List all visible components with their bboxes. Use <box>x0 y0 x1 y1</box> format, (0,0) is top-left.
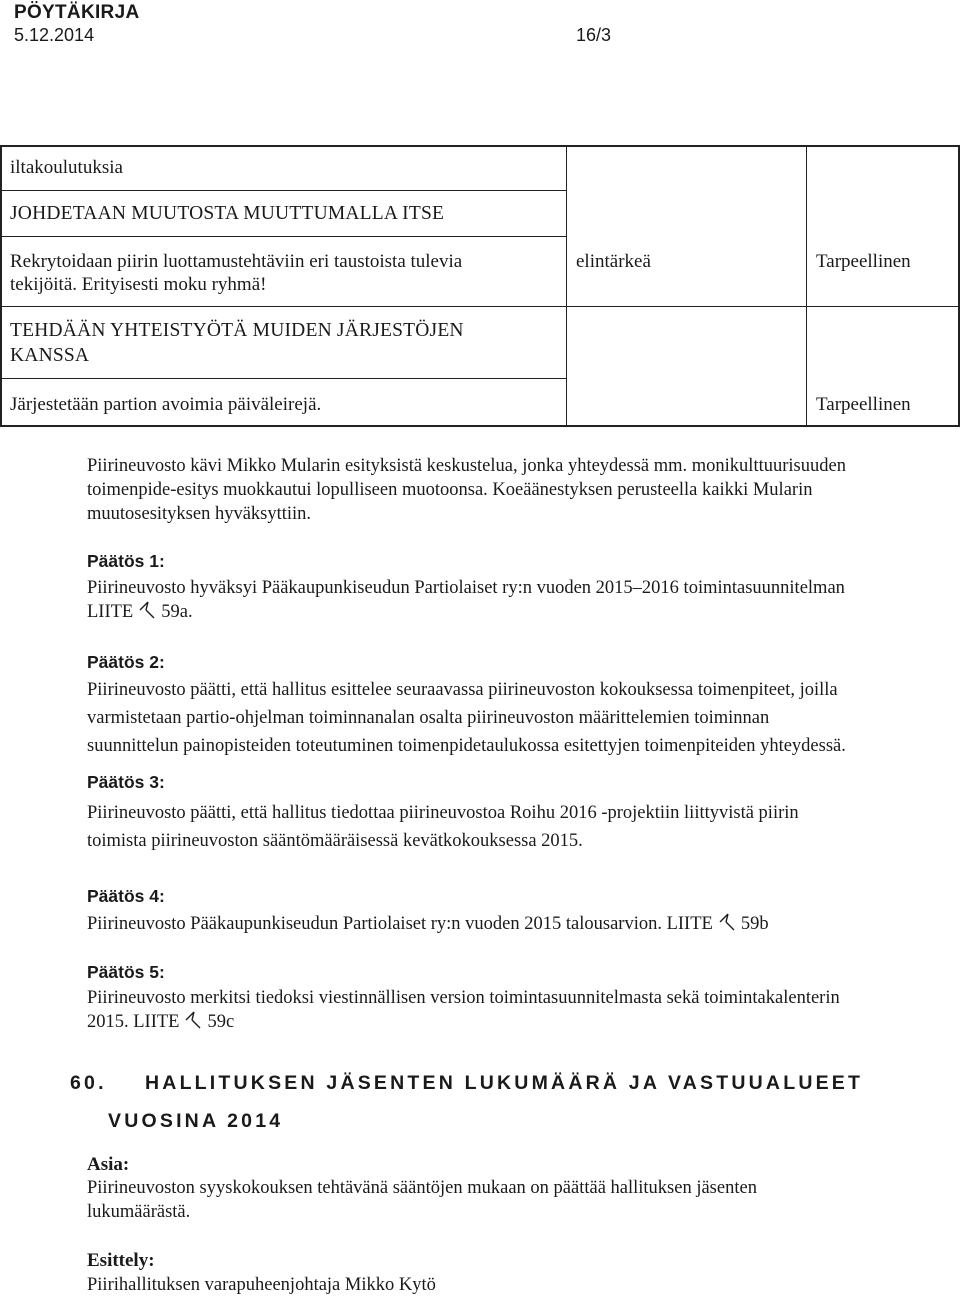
page-number: 16/3 <box>576 25 612 45</box>
table-col-divider-1 <box>566 145 567 427</box>
esittely-label: Esittely: <box>87 1250 155 1271</box>
decision-5-line-1: Piirineuvosto merkitsi tiedoksi viestinnällisen version toimintasuunnitelmasta sekä toimintakalenterin <box>87 988 840 1008</box>
table-col-divider-2 <box>806 145 807 427</box>
table-divider-1 <box>0 190 566 191</box>
decision-1-text <box>87 576 947 624</box>
action-table <box>0 145 960 427</box>
asia-line-1: Piirineuvoston syyskokouksen tehtävänä sääntöjen mukaan on päättää hallituksen jäsenten <box>87 1178 757 1198</box>
decision-5-line-2 <box>87 1010 947 1034</box>
table-divider-4 <box>0 378 566 379</box>
table-divider-3 <box>0 306 960 307</box>
attachment-id: 59a. <box>161 602 193 622</box>
table-divider-2 <box>0 236 566 237</box>
attachment-arrow-icon <box>136 600 158 620</box>
decision-2-line-3: suunnittelun painopisteiden toteutuminen toimenpidetaulukossa esitettyjen toimenpiteiden yhteydessä. <box>87 736 846 756</box>
discussion-paragraph <box>87 454 947 526</box>
asia-label: Asia: <box>87 1154 130 1175</box>
attachment-label: 2015. LIITE <box>87 1012 180 1032</box>
decision-4-line: Piirineuvosto Pääkaupunkiseudun Partiolaiset ry:n vuoden 2015 talousarvion. LIITE <box>87 914 713 934</box>
table-border-top <box>0 145 960 147</box>
table-cell-row3-line2: tekijöitä. Erityisesti moku ryhmä! <box>10 274 267 295</box>
decision-3-text <box>87 799 947 855</box>
decision-1-label: Päätös 1: <box>87 551 165 571</box>
section-title-line-2: VUOSINA 2014 <box>108 1110 284 1132</box>
attachment-id: 59b <box>740 914 769 934</box>
decision-4-text <box>87 912 947 936</box>
attachment-arrow-icon <box>182 1010 204 1030</box>
decision-3-label: Päätös 3: <box>87 772 165 792</box>
section-number: 60. <box>70 1072 107 1094</box>
table-border-bottom <box>0 425 960 427</box>
table-heading-2-line1: TEHDÄÄN YHTEISTYÖTÄ MUIDEN JÄRJESTÖJEN <box>10 320 464 341</box>
asia-line-2: lukumäärästä. <box>87 1202 191 1222</box>
decision-5-text <box>87 986 947 1034</box>
table-cell-row5: Järjestetään partion avoimia päiväleirejä. <box>10 394 322 415</box>
document-date: 5.12.2014 <box>14 25 95 45</box>
table-cell-status-1: Tarpeellinen <box>816 251 911 272</box>
discussion-line-3: muutosesityksen hyväksyttiin. <box>87 504 312 524</box>
document-title: PÖYTÄKIRJA <box>14 2 140 23</box>
asia-text <box>87 1176 947 1224</box>
table-cell-importance: elintärkeä <box>576 251 651 272</box>
decision-4-label: Päätös 4: <box>87 886 165 906</box>
table-border-left <box>0 145 2 427</box>
table-heading-1: JOHDETAAN MUUTOSTA MUUTTUMALLA ITSE <box>10 203 445 224</box>
discussion-line-2: toimenpide-esitys muokkautui lopulliseen muotoonsa. Koeäänestyksen perusteella kaikki Mularin <box>87 480 813 500</box>
table-cell-row3-line1: Rekrytoidaan piirin luottamustehtäviin eri taustoista tulevia <box>10 251 463 272</box>
attachment-arrow-icon <box>716 912 738 932</box>
decision-2-line-1: Piirineuvosto päätti, että hallitus esittelee seuraavassa piirineuvoston kokouksessa toimenpiteet, joilla <box>87 680 838 700</box>
esittely-text: Piirihallituksen varapuheenjohtaja Mikko Kytö <box>87 1275 436 1295</box>
decision-1-line-1: Piirineuvosto hyväksyi Pääkaupunkiseudun Partiolaiset ry:n vuoden 2015–2016 toimintasuunnitelman <box>87 578 845 598</box>
table-cell-row1: iltakoulutuksia <box>10 157 123 178</box>
decision-2-label: Päätös 2: <box>87 652 165 672</box>
table-cell-status-2: Tarpeellinen <box>816 394 911 415</box>
attachment-label: LIITE <box>87 602 134 622</box>
decision-3-line-1: Piirineuvosto päätti, että hallitus tiedottaa piirineuvostoa Roihu 2016 -projektiin liittyvistä piirin <box>87 803 799 823</box>
decision-2-line-2: varmistetaan partio-ohjelman toiminnanalan osalta piirineuvoston määrittelemien toiminnan <box>87 708 770 728</box>
section-title-line-1: HALLITUKSEN JÄSENTEN LUKUMÄÄRÄ JA VASTUUALUEET <box>145 1072 864 1094</box>
discussion-line-1: Piirineuvosto kävi Mikko Mularin esityksistä keskustelua, jonka yhteydessä mm. monikulttuurisuuden <box>87 456 846 476</box>
decision-5-label: Päätös 5: <box>87 962 165 982</box>
decision-2-text <box>87 676 947 760</box>
attachment-id: 59c <box>207 1012 235 1032</box>
table-heading-2-line2: KANSSA <box>10 345 90 366</box>
decision-1-attachment <box>87 600 947 624</box>
decision-3-line-2: toimista piirineuvoston sääntömääräisessä kevätkokouksessa 2015. <box>87 831 583 851</box>
